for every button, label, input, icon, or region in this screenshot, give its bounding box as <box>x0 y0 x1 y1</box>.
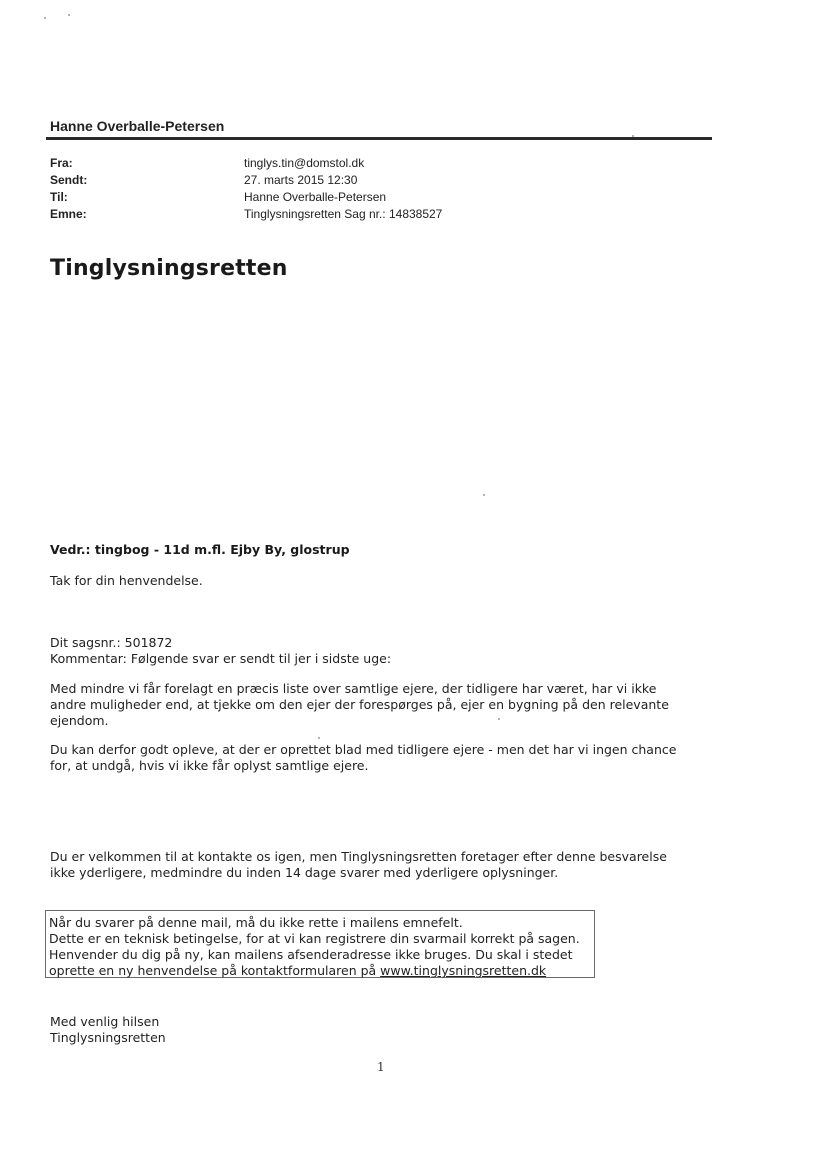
sender-name: Hanne Overballe-Petersen <box>50 118 225 134</box>
closing-signature: Tinglysningsretten <box>50 1030 166 1045</box>
sent-label: Sendt: <box>50 173 88 187</box>
header-divider <box>46 137 712 140</box>
notice-line: Når du svarer på denne mail, må du ikke rette i mailens emnefelt. <box>49 915 463 930</box>
subject-value: Tinglysningsretten Sag nr.: 14838527 <box>244 207 443 221</box>
paragraph-1 <box>50 681 669 729</box>
scan-speck <box>498 718 500 720</box>
sent-value: 27. marts 2015 12:30 <box>244 173 358 187</box>
closing-greeting: Med venlig hilsen <box>50 1014 160 1029</box>
case-number: Dit sagsnr.: 501872 <box>50 635 173 650</box>
website-link[interactable]: www.tinglysningsretten.dk <box>380 963 547 978</box>
reply-notice-box <box>45 910 595 978</box>
scan-speck <box>318 737 320 739</box>
notice-line-text: oprette en ny henvendelse på kontaktformularen på <box>49 963 381 978</box>
from-value: tinglys.tin@domstol.dk <box>244 156 365 170</box>
paragraph-3-line: Du er velkommen til at kontakte os igen, men Tinglysningsretten foretager efter denne besvarelse <box>50 849 667 864</box>
regarding-line: Vedr.: tingbog - 11d m.fl. Ejby By, glostrup <box>50 542 350 557</box>
paragraph-2-line: Du kan derfor godt opleve, at der er oprettet blad med tidligere ejere - men det har vi ingen chance <box>50 742 677 757</box>
paragraph-3-line: ikke yderligere, medmindre du inden 14 dage svarer med yderligere oplysninger. <box>50 865 559 880</box>
paragraph-3 <box>50 849 667 881</box>
page-title: Tinglysningsretten <box>50 256 288 281</box>
thanks-line: Tak for din henvendelse. <box>50 573 203 588</box>
subject-label: Emne: <box>50 207 87 221</box>
comment-line: Kommentar: Følgende svar er sendt til jer i sidste uge: <box>50 651 392 666</box>
to-label: Til: <box>50 190 68 204</box>
notice-line: Dette er en teknisk betingelse, for at vi kan registrere din svarmail korrekt på sagen. <box>49 931 580 946</box>
paragraph-2-line: for, at undgå, hvis vi ikke får oplyst samtlige ejere. <box>50 758 369 773</box>
scan-speck <box>632 135 634 137</box>
paragraph-1-line: Med mindre vi får forelagt en præcis liste over samtlige ejere, der tidligere har været, har vi ikke <box>50 681 657 696</box>
scan-speck <box>44 17 46 19</box>
page-number: 1 <box>377 1060 385 1074</box>
paragraph-1-line: andre muligheder end, at tjekke om den ejer der forespørges på, ejer en bygning på den relevante <box>50 697 669 712</box>
to-value: Hanne Overballe-Petersen <box>244 190 387 204</box>
paragraph-1-line: ejendom. <box>50 713 109 728</box>
notice-line: Henvender du dig på ny, kan mailens afsenderadresse ikke bruges. Du skal i stedet <box>49 947 573 962</box>
scan-speck <box>68 14 70 16</box>
from-label: Fra: <box>50 156 73 170</box>
notice-line <box>49 963 594 979</box>
scan-speck <box>483 494 485 496</box>
paragraph-2 <box>50 742 676 774</box>
